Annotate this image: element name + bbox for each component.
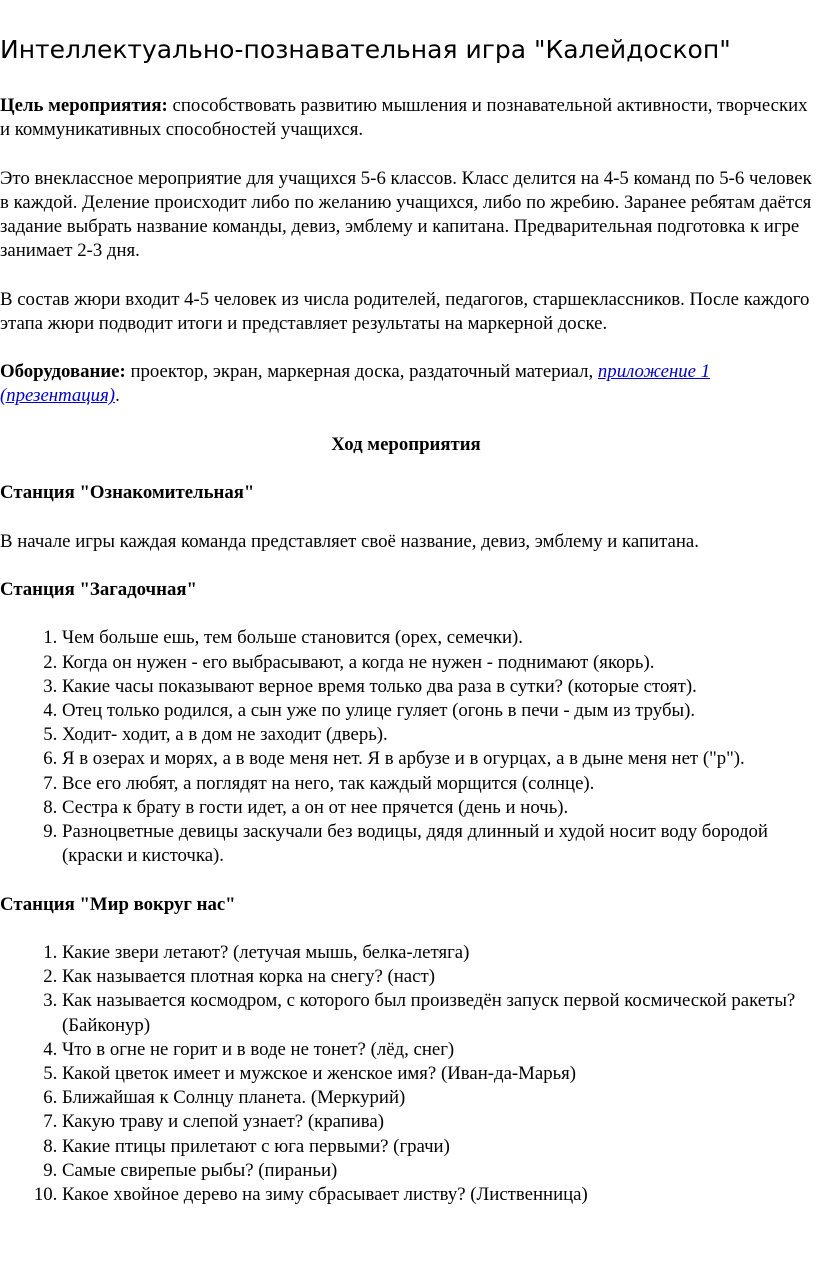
list-item: 10. Какое хвойное дерево на зиму сбрасывает листву? (Лиственница)	[62, 1183, 812, 1207]
list-item: 1. Какие звери летают? (летучая мышь, белка-летяга)	[62, 941, 812, 965]
list-item: 7. Все его любят, а поглядят на него, так каждый морщится (солнце).	[62, 772, 812, 796]
station-intro-text: В начале игры каждая команда представляет своё название, девиз, эмблему и капитана.	[0, 530, 699, 552]
goal-text: способствовать развитию мышления и познавательной активности, творческих и коммуникативных способностей учащихся.	[0, 95, 808, 141]
goal-paragraph	[0, 94, 812, 142]
riddles-list	[0, 626, 812, 868]
station-title-intro: Станция "Ознакомительная"	[0, 482, 255, 504]
list-item: 1. Чем больше ешь, тем больше становится (орех, семечки).	[62, 626, 812, 650]
goal-label: Цель мероприятия:	[0, 95, 168, 116]
list-item: 8. Какие птицы прилетают с юга первыми? (грачи)	[62, 1135, 812, 1159]
station-title-riddles: Станция "Загадочная"	[0, 578, 197, 600]
world-questions-list	[0, 941, 812, 1207]
equipment-paragraph	[0, 360, 812, 408]
station-title-world: Станция "Мир вокруг нас"	[0, 893, 236, 915]
jury-paragraph: В состав жюри входит 4-5 человек из числа родителей, педагогов, старшеклассников. После каждого этапа жюри подводит итоги и представляет результаты на маркерной доске.	[0, 288, 810, 334]
list-item: 2. Когда он нужен - его выбрасывают, а когда не нужен - поднимают (якорь).	[62, 651, 812, 675]
list-item: 7. Какую траву и слепой узнает? (крапива)	[62, 1110, 812, 1134]
list-item: 9. Самые свирепые рыбы? (пираньи)	[62, 1159, 812, 1183]
progress-heading: Ход мероприятия	[331, 433, 481, 455]
list-item: 5. Какой цветок имеет и мужское и женское имя? (Иван-да-Марья)	[62, 1062, 812, 1086]
equipment-label: Оборудование:	[0, 361, 126, 383]
document-body	[0, 94, 812, 1231]
list-item: 4. Что в огне не горит и в воде не тонет? (лёд, снег)	[62, 1038, 812, 1062]
list-item: 9. Разноцветные девицы заскучали без водицы, дядя длинный и худой носит воду бородой (краски и кисточка).	[62, 820, 812, 868]
list-item: 3. Какие часы показывают верное время только два раза в сутки? (которые стоят).	[62, 675, 812, 699]
document-title: Интеллектуально-познавательная игра "Калейдоскоп"	[0, 35, 731, 64]
list-item: 6. Я в озерах и морях, а в воде меня нет. Я в арбузе и в огурцах, а в дыне меня нет ("р").	[62, 747, 812, 771]
intro-paragraph: Это внеклассное мероприятие для учащихся 5-6 классов. Класс делится на 4-5 команд по 5-6 человек в каждой. Деление происходит либо по желанию учащихся, либо по жребию. Заранее ребятам даётся задание выбрать название команды, девиз, эмблему и капитана. Предварительная подготовка к игре занимает 2-3 дня.	[0, 167, 812, 262]
presentation-link[interactable]: приложение 1 (презентация)	[0, 361, 711, 407]
list-item: 2. Как называется плотная корка на снегу? (наст)	[62, 965, 812, 989]
list-item: 3. Как называется космодром, с которого был произведён запуск первой космической ракеты? (Байконур)	[62, 989, 812, 1037]
list-item: 6. Ближайшая к Солнцу планета. (Меркурий)	[62, 1086, 812, 1110]
equipment-text: проектор, экран, маркерная доска, раздаточный материал,	[125, 361, 598, 383]
list-item: 4. Отец только родился, а сын уже по улице гуляет (огонь в печи - дым из трубы).	[62, 699, 812, 723]
list-item: 5. Ходит- ходит, а в дом не заходит (дверь).	[62, 723, 812, 747]
equipment-after-link: .	[115, 385, 120, 407]
list-item: 8. Сестра к брату в гости идет, а он от нее прячется (день и ночь).	[62, 796, 812, 820]
